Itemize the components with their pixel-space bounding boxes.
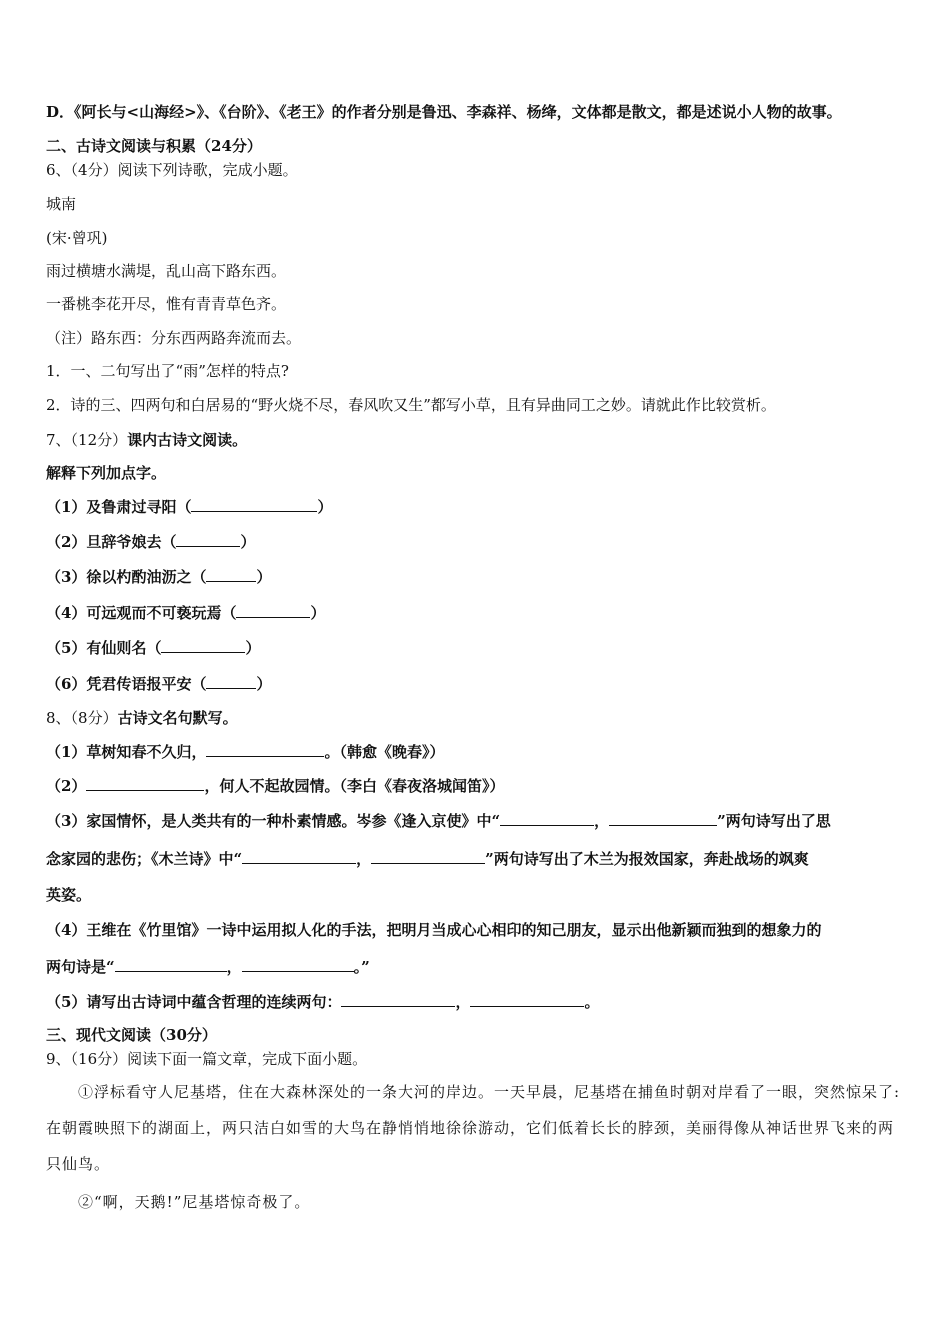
answer-blank[interactable]	[609, 811, 717, 826]
answer-blank[interactable]	[206, 674, 256, 689]
question-7-5: （5）有仙则名（ ）	[46, 639, 261, 657]
section-3-heading: 三、现代文阅读（30分）	[46, 1026, 217, 1044]
question-8-3-line-2: 念家园的悲伤；《木兰诗》中“ ， ”两句诗写出了木兰为报效国家，奔赴战场的飒爽	[46, 850, 809, 868]
question-7-instruction: 解释下列加点字。	[46, 464, 167, 482]
question-6: 6、（4分）阅读下列诗歌，完成小题。	[46, 161, 298, 179]
question-7-2: （2）旦辞爷娘去（ ）	[46, 533, 256, 551]
poem-author: (宋·曾巩)	[46, 229, 108, 247]
answer-blank[interactable]	[341, 992, 455, 1007]
question-7-3: （3）徐以杓酌油沥之（ ）	[46, 568, 272, 586]
question-7-title: 课内古诗文阅读。	[127, 431, 248, 449]
question-7	[46, 430, 247, 450]
option-d: D．《阿长与<山海经>》、《台阶》、《老王》的作者分别是鲁迅、李森祥、杨绛，文体都是散文，都是述说小人物的故事。	[46, 103, 842, 121]
question-7-4: （4）可远观而不可亵玩焉（ ）	[46, 604, 326, 622]
poem-line-1: 雨过横塘水满堤，乱山高下路东西。	[46, 262, 287, 280]
question-8-5: （5）请写出古诗词中蕴含哲理的连续两句： ， 。	[46, 993, 600, 1011]
poem-title: 城南	[46, 195, 77, 213]
question-8-3-line-3: 英姿。	[46, 886, 92, 904]
passage-paragraph-1: ①浮标看守人尼基塔，住在大森林深处的一条大河的岸边。一天早晨，尼基塔在捕鱼时朝对岸看了一眼，突然惊呆了:在朝霞映照下的湖面上，两只洁白如雪的大鸟在静悄悄地徐徐游动，它们低着长长的脖颈，美丽得像从神话世界飞来的两只仙鸟。	[46, 1083, 901, 1173]
question-8-number: 8、（8分）	[46, 709, 118, 727]
question-8-title: 古诗文名句默写。	[117, 709, 238, 727]
answer-blank[interactable]	[242, 957, 354, 972]
answer-blank[interactable]	[242, 849, 356, 864]
answer-blank[interactable]	[161, 638, 245, 653]
section-2-heading: 二、古诗文阅读与积累（24分）	[46, 137, 262, 155]
question-6-1: 1．一、二句写出了“雨”怎样的特点?	[46, 362, 289, 380]
answer-blank[interactable]	[236, 603, 310, 618]
question-7-number: 7、（12分）	[46, 431, 128, 449]
answer-blank[interactable]	[206, 742, 324, 757]
question-8-2: （2） ，何人不起故园情。（李白《春夜洛城闻笛》）	[46, 777, 505, 795]
answer-blank[interactable]	[176, 532, 240, 547]
answer-blank[interactable]	[206, 567, 256, 582]
answer-blank[interactable]	[86, 776, 204, 791]
question-8-4-line-2: 两句诗是“ ， 。”	[46, 958, 370, 976]
question-8	[46, 708, 238, 728]
question-8-1: （1）草树知春不久归， 。（韩愈《晚春》）	[46, 743, 445, 761]
question-8-4-line-1: （4）王维在《竹里馆》一诗中运用拟人化的手法，把明月当成心心相印的知己朋友，显示出他新颖而独到的想象力的	[46, 921, 822, 939]
question-6-2: 2．诗的三、四两句和白居易的“野火烧不尽，春风吹又生”都写小草，且有异曲同工之妙。请就此作比较赏析。	[46, 396, 776, 414]
poem-line-2: 一番桃李花开尽，惟有青青草色齐。	[46, 295, 287, 313]
answer-blank[interactable]	[115, 957, 227, 972]
question-9: 9、（16分）阅读下面一篇文章，完成下面小题。	[46, 1050, 368, 1068]
passage-paragraph-2: ②“啊，天鹅!”尼基塔惊奇极了。	[78, 1193, 311, 1211]
answer-blank[interactable]	[470, 992, 584, 1007]
answer-blank[interactable]	[371, 849, 485, 864]
answer-blank[interactable]	[500, 811, 594, 826]
answer-blank[interactable]	[191, 497, 317, 512]
poem-note: （注）路东西：分东西两路奔流而去。	[46, 329, 302, 347]
question-7-6: （6）凭君传语报平安（ ）	[46, 675, 272, 693]
question-8-3-line-1: （3）家国情怀，是人类共有的一种朴素情感。岑参《逢入京使》中“ ， ”两句诗写出了思	[46, 812, 831, 830]
question-7-1: （1）及鲁肃过寻阳（ ）	[46, 498, 333, 516]
